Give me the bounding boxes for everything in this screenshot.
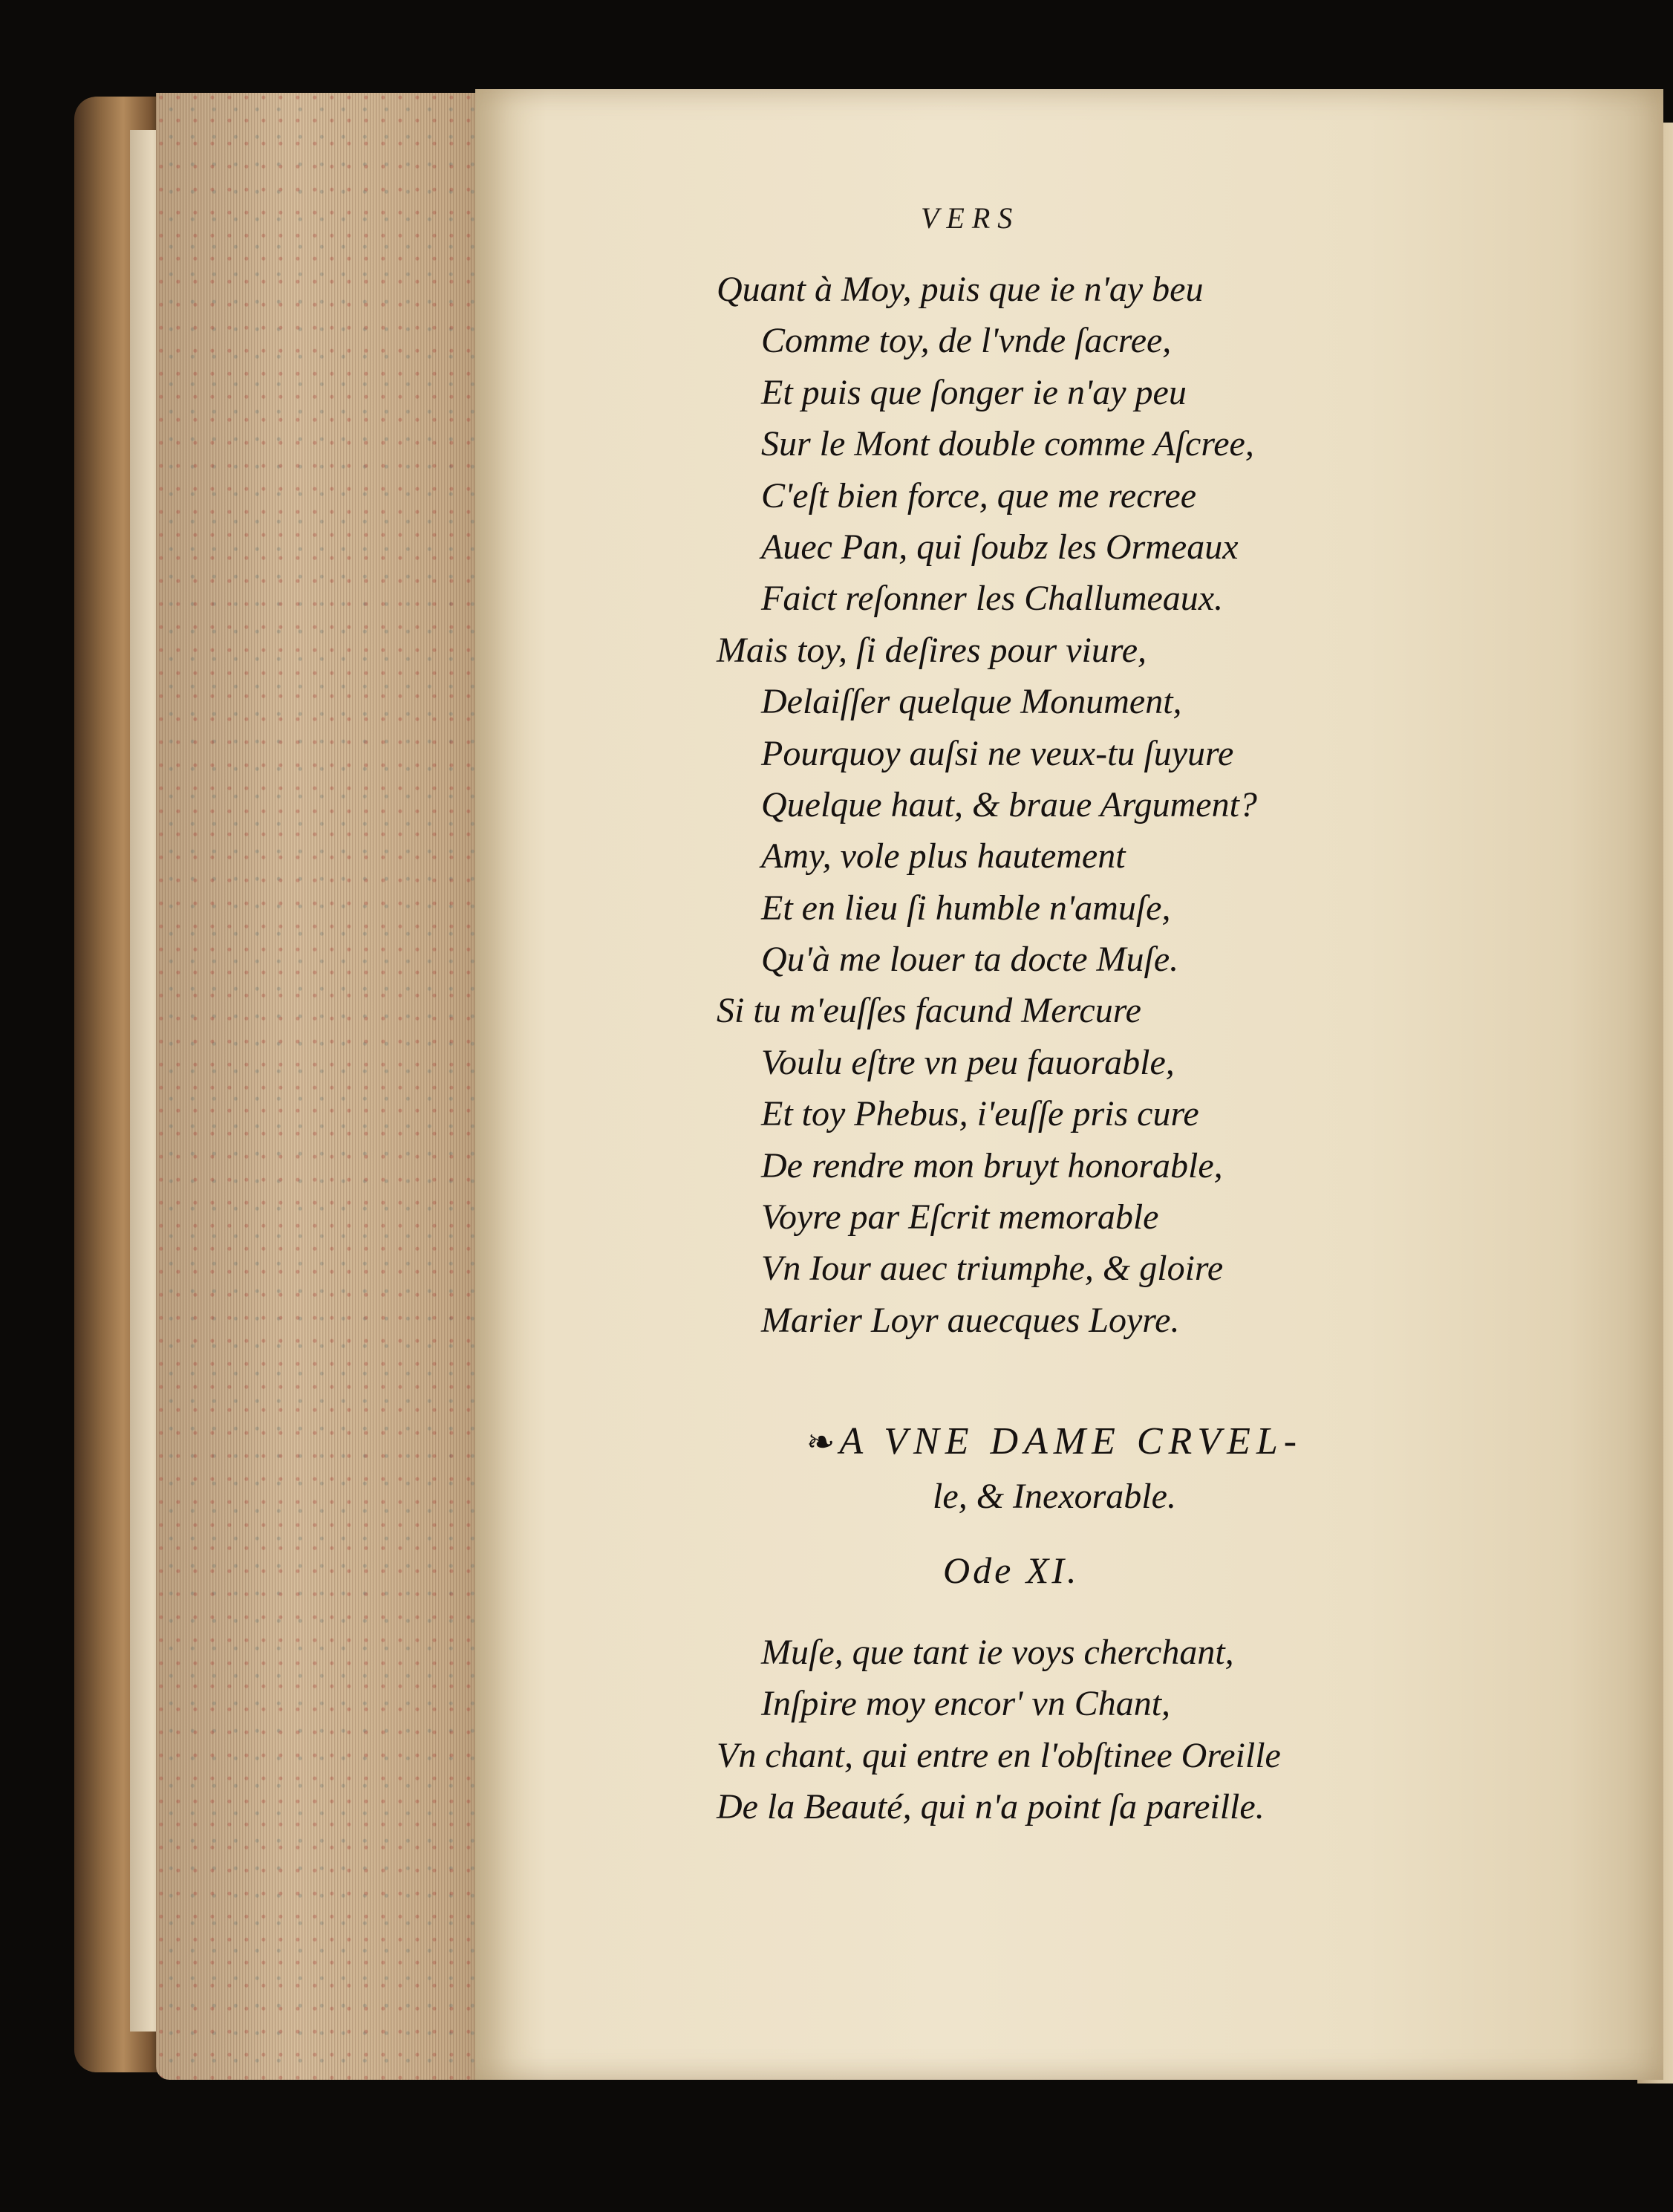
verse-line: De la Beauté, qui n'a point ſa pareille. — [717, 1787, 1265, 1827]
verse-line: C'eſt bien force, que me recree — [761, 475, 1197, 515]
section-heading — [713, 1415, 1396, 1524]
section-title-line2: le, & Inexorable. — [933, 1477, 1176, 1516]
verse-line: Si tu m'euſſes facund Mercure — [717, 991, 1141, 1031]
verse-line: Marier Loyr auecques Loyre. — [761, 1300, 1180, 1340]
verse-line: De rendre mon bruyt honorable, — [761, 1145, 1223, 1185]
ode-verse-block — [717, 1627, 1571, 1833]
verse-block — [717, 264, 1571, 1346]
verse-line: Amy, vole plus hautement — [761, 836, 1126, 876]
verse-line: Quelque haut, & braue Argument? — [761, 784, 1257, 824]
verse-line: Quant à Moy, puis que ie n'ay beu — [717, 270, 1204, 309]
verse-line: Auec Pan, qui ſoubz les Ormeaux — [761, 527, 1239, 567]
verse-line: Pourquoy auſsi ne veux-tu ſuyure — [761, 733, 1234, 773]
verse-line: Voulu eſtre vn peu fauorable, — [761, 1042, 1175, 1082]
verse-line: Voyre par Eſcrit memorable — [761, 1197, 1159, 1237]
verse-line: Vn chant, qui entre en l'obſtinee Oreille — [717, 1735, 1281, 1775]
verse-line: Inſpire moy encor' vn Chant, — [761, 1684, 1171, 1724]
verse-line: Et toy Phebus, i'euſſe pris cure — [761, 1094, 1199, 1134]
verse-line: Sur le Mont double comme Aſcree, — [761, 424, 1254, 464]
fleuron-icon: ❧ — [806, 1423, 835, 1461]
verse-line: Qu'à me louer ta docte Muſe. — [761, 940, 1179, 980]
running-head: VERS — [921, 201, 1020, 235]
verse-line: Et en lieu ſi humble n'amuſe, — [761, 888, 1171, 928]
ode-label: Ode XI. — [943, 1549, 1080, 1591]
verse-line: Faict reſonner les Challumeaux. — [761, 579, 1224, 619]
verse-line: Muſe, que tant ie voys cherchant, — [761, 1633, 1234, 1672]
verse-line: Delaiſſer quelque Monument, — [761, 682, 1182, 722]
verse-line: Comme toy, de l'vnde ſacree, — [761, 321, 1172, 361]
verse-line: Vn Iour auec triumphe, & gloire — [761, 1249, 1224, 1289]
verse-line: Et puis que ſonger ie n'ay peu — [761, 372, 1187, 412]
verse-line: Mais toy, ſi deſires pour viure, — [717, 630, 1147, 670]
section-title-line1: ❧ A VNE DAME CRVEL- — [806, 1420, 1303, 1463]
page-edges — [156, 93, 512, 2080]
